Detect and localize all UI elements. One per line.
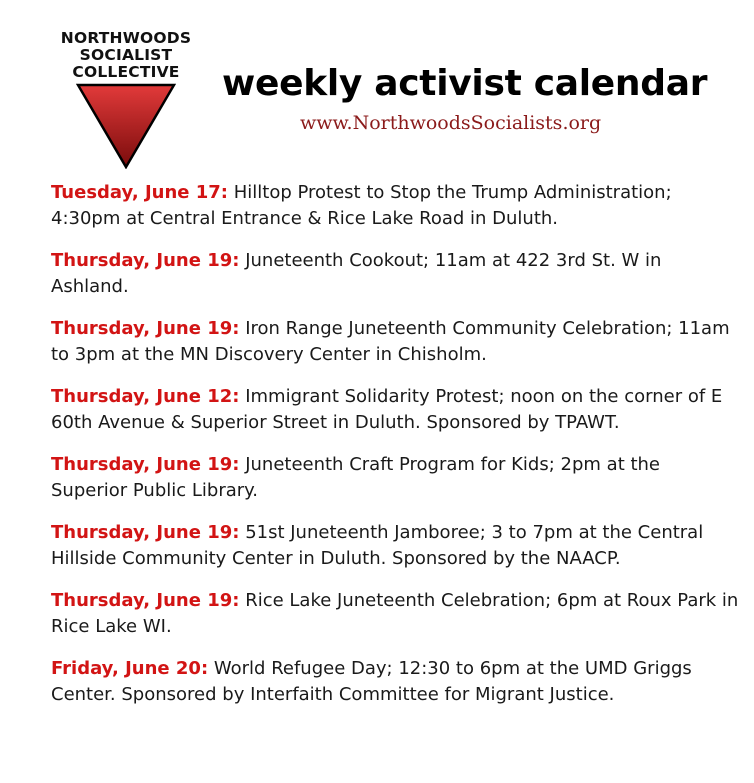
- event-date: Thursday, June 19:: [51, 590, 240, 611]
- header: [0, 0, 754, 178]
- event-item: [51, 656, 741, 708]
- event-details: Immigrant Solidarity Protest; noon on the corner of E 60th Avenue & Superior Street in Duluth. Sponsored by TPAWT.: [51, 386, 723, 433]
- event-date: Thursday, June 19:: [51, 250, 240, 271]
- event-list: [51, 180, 741, 724]
- event-item: [51, 520, 741, 572]
- event-date: Friday, June 20:: [51, 658, 209, 679]
- red-triangle-icon: [76, 83, 176, 169]
- event-item: [51, 588, 741, 640]
- event-item: [51, 384, 741, 436]
- event-item: [51, 248, 741, 300]
- event-details: Hilltop Protest to Stop the Trump Administration; 4:30pm at Central Entrance & Rice Lake Road in Duluth.: [51, 182, 672, 229]
- website-url: www.NorthwoodsSocialists.org: [300, 112, 602, 134]
- event-date: Tuesday, June 17:: [51, 182, 229, 203]
- event-details: Juneteenth Craft Program for Kids; 2pm at the Superior Public Library.: [51, 454, 661, 501]
- logo-line-2: SOCIALIST: [79, 46, 173, 64]
- event-item: [51, 452, 741, 504]
- event-details: World Refugee Day; 12:30 to 6pm at the UMD Griggs Center. Sponsored by Interfaith Committee for Migrant Justice.: [51, 658, 692, 705]
- event-date: Thursday, June 19:: [51, 318, 240, 339]
- event-date: Thursday, June 19:: [51, 454, 240, 475]
- event-date: Thursday, June 19:: [51, 522, 240, 543]
- event-details: 51st Juneteenth Jamboree; 3 to 7pm at the Central Hillside Community Center in Duluth. Sponsored by the NAACP.: [51, 522, 704, 569]
- page-title: weekly activist calendar: [222, 63, 708, 104]
- event-item: [51, 180, 741, 232]
- event-details: Rice Lake Juneteenth Celebration; 6pm at Roux Park in Rice Lake WI.: [51, 590, 739, 637]
- event-item: [51, 316, 741, 368]
- event-date: Thursday, June 12:: [51, 386, 240, 407]
- event-details: Juneteenth Cookout; 11am at 422 3rd St. W in Ashland.: [51, 250, 662, 297]
- logo-line-3: COLLECTIVE: [72, 63, 180, 81]
- collective-logo: [56, 30, 196, 169]
- event-details: Iron Range Juneteenth Community Celebration; 11am to 3pm at the MN Discovery Center in Chisholm.: [51, 318, 730, 365]
- logo-line-1: NORTHWOODS: [60, 29, 192, 47]
